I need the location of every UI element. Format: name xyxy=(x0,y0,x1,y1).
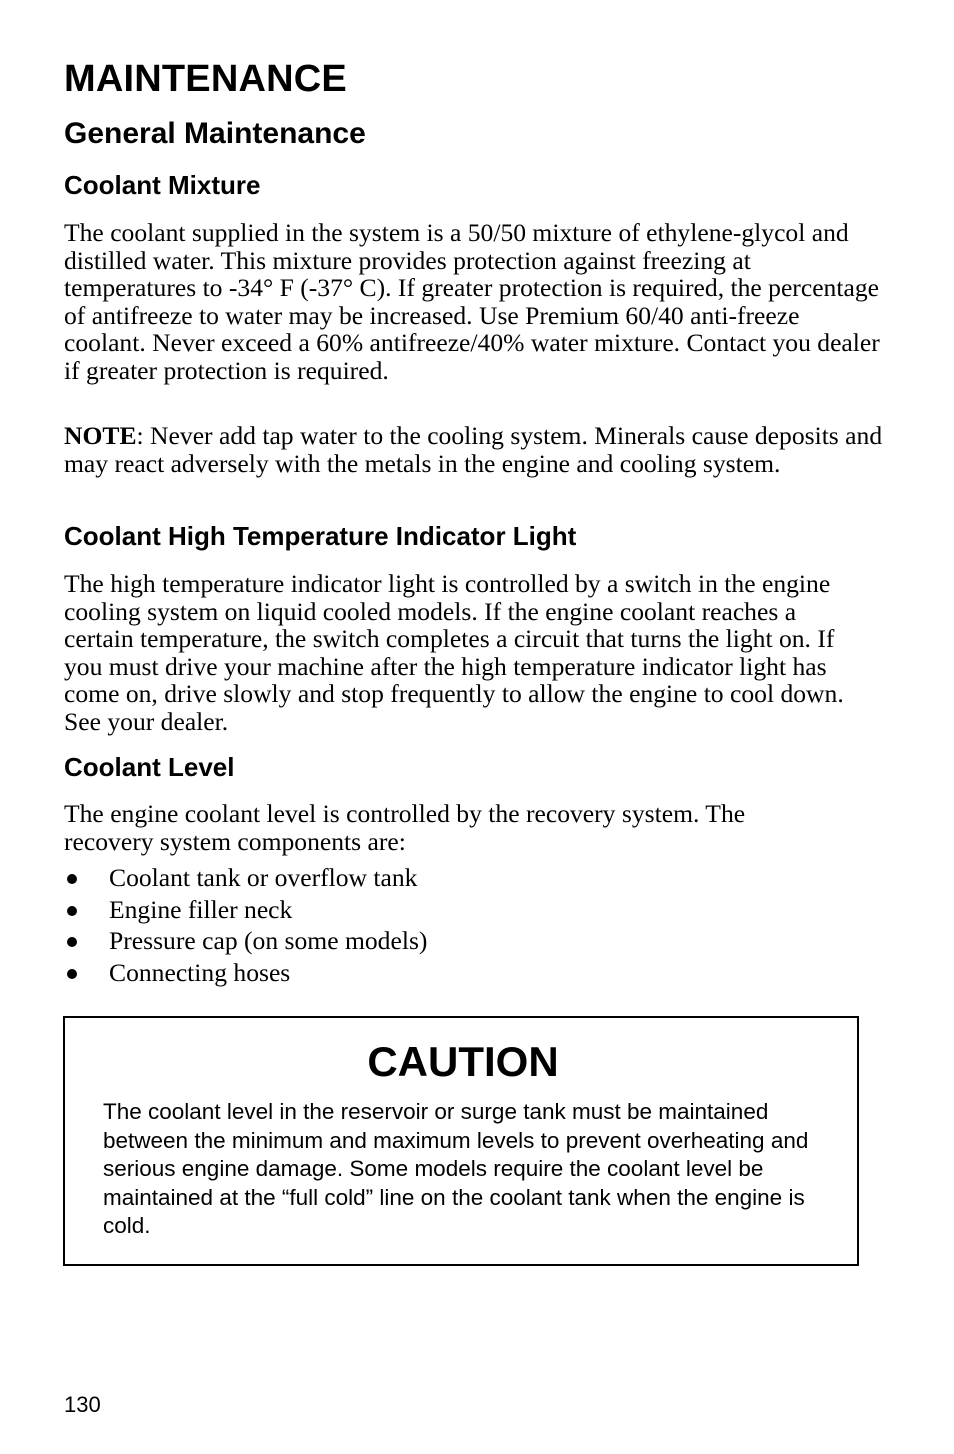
note-label: NOTE xyxy=(64,421,137,450)
list-item-text: Coolant tank or overflow tank xyxy=(109,863,418,892)
coolant-mixture-heading: Coolant Mixture xyxy=(64,170,261,200)
coolant-mixture-note xyxy=(64,422,884,477)
coolant-level-heading: Coolant Level xyxy=(64,752,235,782)
coolant-mixture-paragraph: The coolant supplied in the system is a 50/50 mixture of ethylene-glycol and distilled water. This mixture provides protection against freezing at temperatures to -34° F (-37° C). If greater protection is required, the percentage of antifreeze to water may be increased. Use Premium 60/40 anti-freeze coolant. Never exceed a 60% antifreeze/40% water mixture. Contact you dealer if greater protection is required. xyxy=(64,218,880,385)
page-number: 130 xyxy=(64,1392,101,1417)
list-item-text: Engine filler neck xyxy=(109,894,293,924)
list-item xyxy=(64,957,427,989)
bullet-icon xyxy=(67,874,77,884)
list-item-text: Pressure cap (on some models) xyxy=(109,926,428,955)
note-text: : Never add tap water to the cooling system. Minerals cause deposits and may react adversely with the metals in the engine and cooling system. xyxy=(64,421,883,478)
caution-title: CAUTION xyxy=(367,1038,559,1085)
caution-box xyxy=(63,1016,859,1266)
coolant-level-paragraph: The engine coolant level is controlled by the recovery system. The recovery system components are: xyxy=(64,799,746,856)
list-item-text: Connecting hoses xyxy=(109,957,291,987)
bullet-icon xyxy=(67,937,77,947)
indicator-light-paragraph: The high temperature indicator light is controlled by a switch in the engine cooling system on liquid cooled models. If the engine coolant reaches a certain temperature, the switch completes a circuit that turns the light on. If you must drive your machine after the high temperature indicator light has come on, drive slowly and stop frequently to allow the engine to cool down. See your dealer. xyxy=(64,569,844,736)
bullet-icon xyxy=(67,969,77,979)
list-item xyxy=(64,925,427,957)
recovery-components-list xyxy=(64,862,427,988)
caution-text: The coolant level in the reservoir or surge tank must be maintained between the minimum and maximum levels to prevent overheating and serious engine damage. Some models require the coolant level be maintained at the “full cold” line on the coolant tank when the engine is cold. xyxy=(103,1099,809,1238)
section-title: General Maintenance xyxy=(64,117,366,150)
indicator-light-heading: Coolant High Temperature Indicator Light xyxy=(64,521,577,551)
page-title: MAINTENANCE xyxy=(64,58,347,100)
list-item xyxy=(64,894,427,926)
list-item xyxy=(64,862,427,894)
bullet-icon xyxy=(67,906,77,916)
